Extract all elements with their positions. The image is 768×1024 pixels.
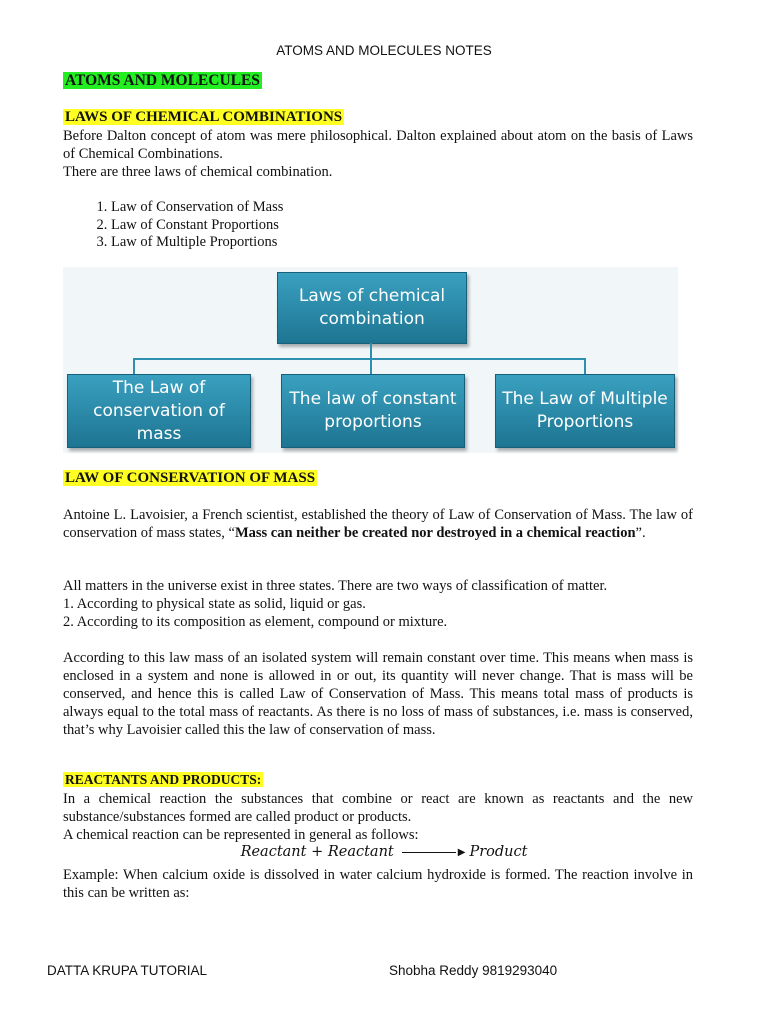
diagram-connector-middle [370, 358, 372, 374]
diagram-connector-right [584, 358, 586, 374]
equation-lhs: Reactant + Reactant [240, 844, 394, 860]
diagram-root-box [277, 272, 467, 344]
diagram-child-box [67, 374, 251, 448]
laws-heading-text: LAWS OF CHEMICAL COMBINATIONS [65, 109, 343, 125]
list-item: 3. Law of Multiple Proportions [111, 234, 693, 252]
conservation-p1-start: Antoine L. Lavoisier, a French scientist, established the theory of Law of Conservation of Mass. The law of conservation of mass states, “ [63, 507, 693, 541]
conservation-paragraph-3 [63, 649, 693, 739]
conservation-p1-end: ”. [635, 525, 646, 541]
laws-section-heading [63, 108, 693, 126]
reaction-equation [0, 844, 768, 860]
conservation-heading-text: LAW OF CONSERVATION OF MASS [65, 470, 316, 486]
main-heading [63, 72, 693, 90]
reactants-paragraph-3 [63, 866, 693, 902]
footer-right: Shobha Reddy 9819293040 [389, 963, 558, 978]
diagram-connector-left [133, 358, 135, 374]
conservation-paragraph-1 [63, 506, 693, 542]
diagram-child-label: The Law of conservation of mass [93, 377, 225, 444]
equation-rhs: Product [469, 844, 528, 860]
conservation-p2-line2: 1. According to physical state as solid, liquid or gas. [63, 596, 366, 612]
diagram-child-label: The law of constant proportions [289, 389, 457, 432]
diagram-child-box [281, 374, 465, 448]
conservation-law-statement: Mass can neither be created nor destroyed in a chemical reaction [234, 525, 636, 541]
laws-diagram [63, 267, 678, 453]
list-item: 2. Law of Constant Proportions [111, 217, 693, 235]
reaction-arrow-icon [402, 852, 456, 853]
laws-intro [63, 127, 693, 181]
reactants-paragraph-1 [63, 790, 693, 844]
footer-left: DATTA KRUPA TUTORIAL [47, 963, 208, 978]
laws-count-line: There are three laws of chemical combination. [63, 164, 333, 180]
main-heading-text: ATOMS AND MOLECULES [65, 72, 260, 89]
page-header-title: ATOMS AND MOLECULES NOTES [276, 43, 492, 58]
diagram-root-label: Laws of chemical combination [298, 286, 446, 329]
reactants-heading [63, 771, 693, 789]
conservation-paragraph-2 [63, 577, 693, 631]
reactants-p3-text: Example: When calcium oxide is dissolved in water calcium hydroxide is formed. The reaction involve in this can be written as: [63, 867, 693, 901]
arrow-head-icon: ▶ [457, 846, 466, 858]
laws-intro-text: Before Dalton concept of atom was mere philosophical. Dalton explained about atom on the basis of Laws of Chemical Combinations. [63, 128, 693, 162]
conservation-heading [63, 469, 693, 487]
reactants-heading-text: REACTANTS AND PRODUCTS: [65, 772, 262, 787]
reactants-p1-text: In a chemical reaction the substances that combine or react are known as reactants and the new substance/substances formed are called product or products. [63, 791, 693, 825]
conservation-p3-text: According to this law mass of an isolated system will remain constant over time. This means when mass is enclosed in a system and none is allowed in or out, its quantity will never change. That is mass will be conserved, and hence this is called Law of Conservation of Mass. This means total mass of products is always equal to the total mass of reactants. As there is no loss of mass of substances, i.e. mass is conserved, that’s why Lavoisier called this the law of conservation of mass. [63, 650, 693, 738]
conservation-p2-line1: All matters in the universe exist in three states. There are two ways of classification of matter. [63, 578, 608, 594]
diagram-child-box [495, 374, 675, 448]
list-item: 1. Law of Conservation of Mass [111, 199, 693, 217]
diagram-connector-vertical [370, 343, 372, 359]
laws-list [63, 199, 693, 252]
diagram-connector-horizontal [133, 358, 585, 360]
diagram-child-label: The Law of Multiple Proportions [502, 389, 668, 432]
reactants-p2-text: A chemical reaction can be represented in general as follows: [63, 827, 419, 843]
conservation-p2-line3: 2. According to its composition as element, compound or mixture. [63, 614, 448, 630]
